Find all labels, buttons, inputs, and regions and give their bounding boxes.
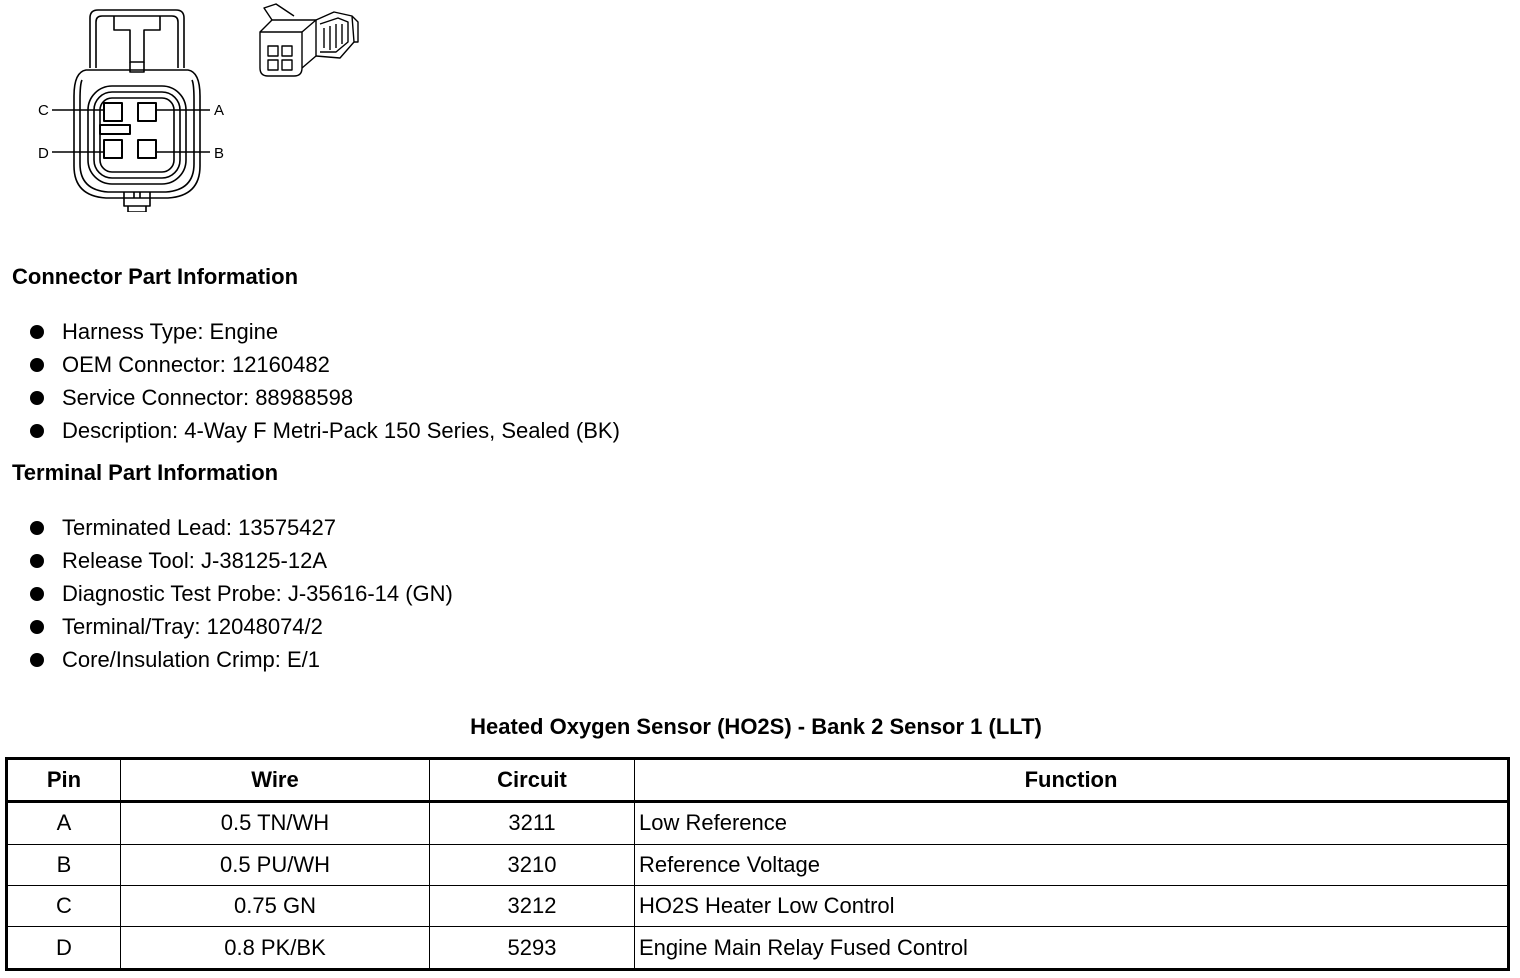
- table-row: [7, 885, 1509, 926]
- bullet-icon: [30, 587, 44, 601]
- function-cell: Engine Main Relay Fused Control: [635, 927, 1509, 970]
- function-cell: Low Reference: [635, 802, 1509, 845]
- pin-cell: B: [7, 844, 121, 885]
- wire-cell: 0.8 PK/BK: [121, 927, 430, 970]
- table-header-row: [7, 759, 1509, 802]
- connector-face-diagram: [30, 6, 230, 212]
- pin-label-a: A: [214, 102, 225, 119]
- circuit-cell: 3212: [430, 885, 635, 926]
- wire-cell: 0.5 TN/WH: [121, 802, 430, 845]
- list-item: Harness Type: Engine: [28, 315, 620, 348]
- list-item: Description: 4-Way F Metri-Pack 150 Series, Sealed (BK): [28, 414, 620, 447]
- bullet-icon: [30, 358, 44, 372]
- list-item: Release Tool: J-38125-12A: [28, 544, 453, 577]
- pin-label-b: B: [214, 145, 225, 162]
- connector-info-heading: Connector Part Information: [12, 264, 299, 289]
- table-row: [7, 802, 1509, 845]
- list-item: Service Connector: 88988598: [28, 381, 620, 414]
- list-item: Core/Insulation Crimp: E/1: [28, 643, 453, 676]
- list-item: Terminal/Tray: 12048074/2: [28, 610, 453, 643]
- list-item: Terminated Lead: 13575427: [28, 511, 453, 544]
- pin-table-title: Heated Oxygen Sensor (HO2S) - Bank 2 Sensor 1 (LLT): [470, 714, 1042, 739]
- wire-cell: 0.75 GN: [121, 885, 430, 926]
- table-row: [7, 844, 1509, 885]
- list-item: Diagnostic Test Probe: J-35616-14 (GN): [28, 577, 453, 610]
- pin-label-c: C: [38, 102, 49, 119]
- pin-table: [5, 757, 1510, 971]
- list-item: OEM Connector: 12160482: [28, 348, 620, 381]
- terminal-info-list: [28, 511, 453, 676]
- pin-label-d: D: [38, 145, 49, 162]
- wire-cell: 0.5 PU/WH: [121, 844, 430, 885]
- column-header-pin: Pin: [7, 759, 121, 802]
- circuit-cell: 3210: [430, 844, 635, 885]
- connector-isometric-diagram: [254, 2, 360, 84]
- bullet-icon: [30, 620, 44, 634]
- pin-cell: A: [7, 802, 121, 845]
- column-header-function: Function: [635, 759, 1509, 802]
- connector-info-list: [28, 315, 620, 447]
- column-header-circuit: Circuit: [430, 759, 635, 802]
- function-cell: Reference Voltage: [635, 844, 1509, 885]
- terminal-info-heading: Terminal Part Information: [12, 460, 279, 485]
- pin-cell: C: [7, 885, 121, 926]
- bullet-icon: [30, 424, 44, 438]
- function-cell: HO2S Heater Low Control: [635, 885, 1509, 926]
- bullet-icon: [30, 325, 44, 339]
- table-row: [7, 927, 1509, 970]
- bullet-icon: [30, 521, 44, 535]
- bullet-icon: [30, 554, 44, 568]
- circuit-cell: 5293: [430, 927, 635, 970]
- bullet-icon: [30, 653, 44, 667]
- column-header-wire: Wire: [121, 759, 430, 802]
- bullet-icon: [30, 391, 44, 405]
- circuit-cell: 3211: [430, 802, 635, 845]
- pin-cell: D: [7, 927, 121, 970]
